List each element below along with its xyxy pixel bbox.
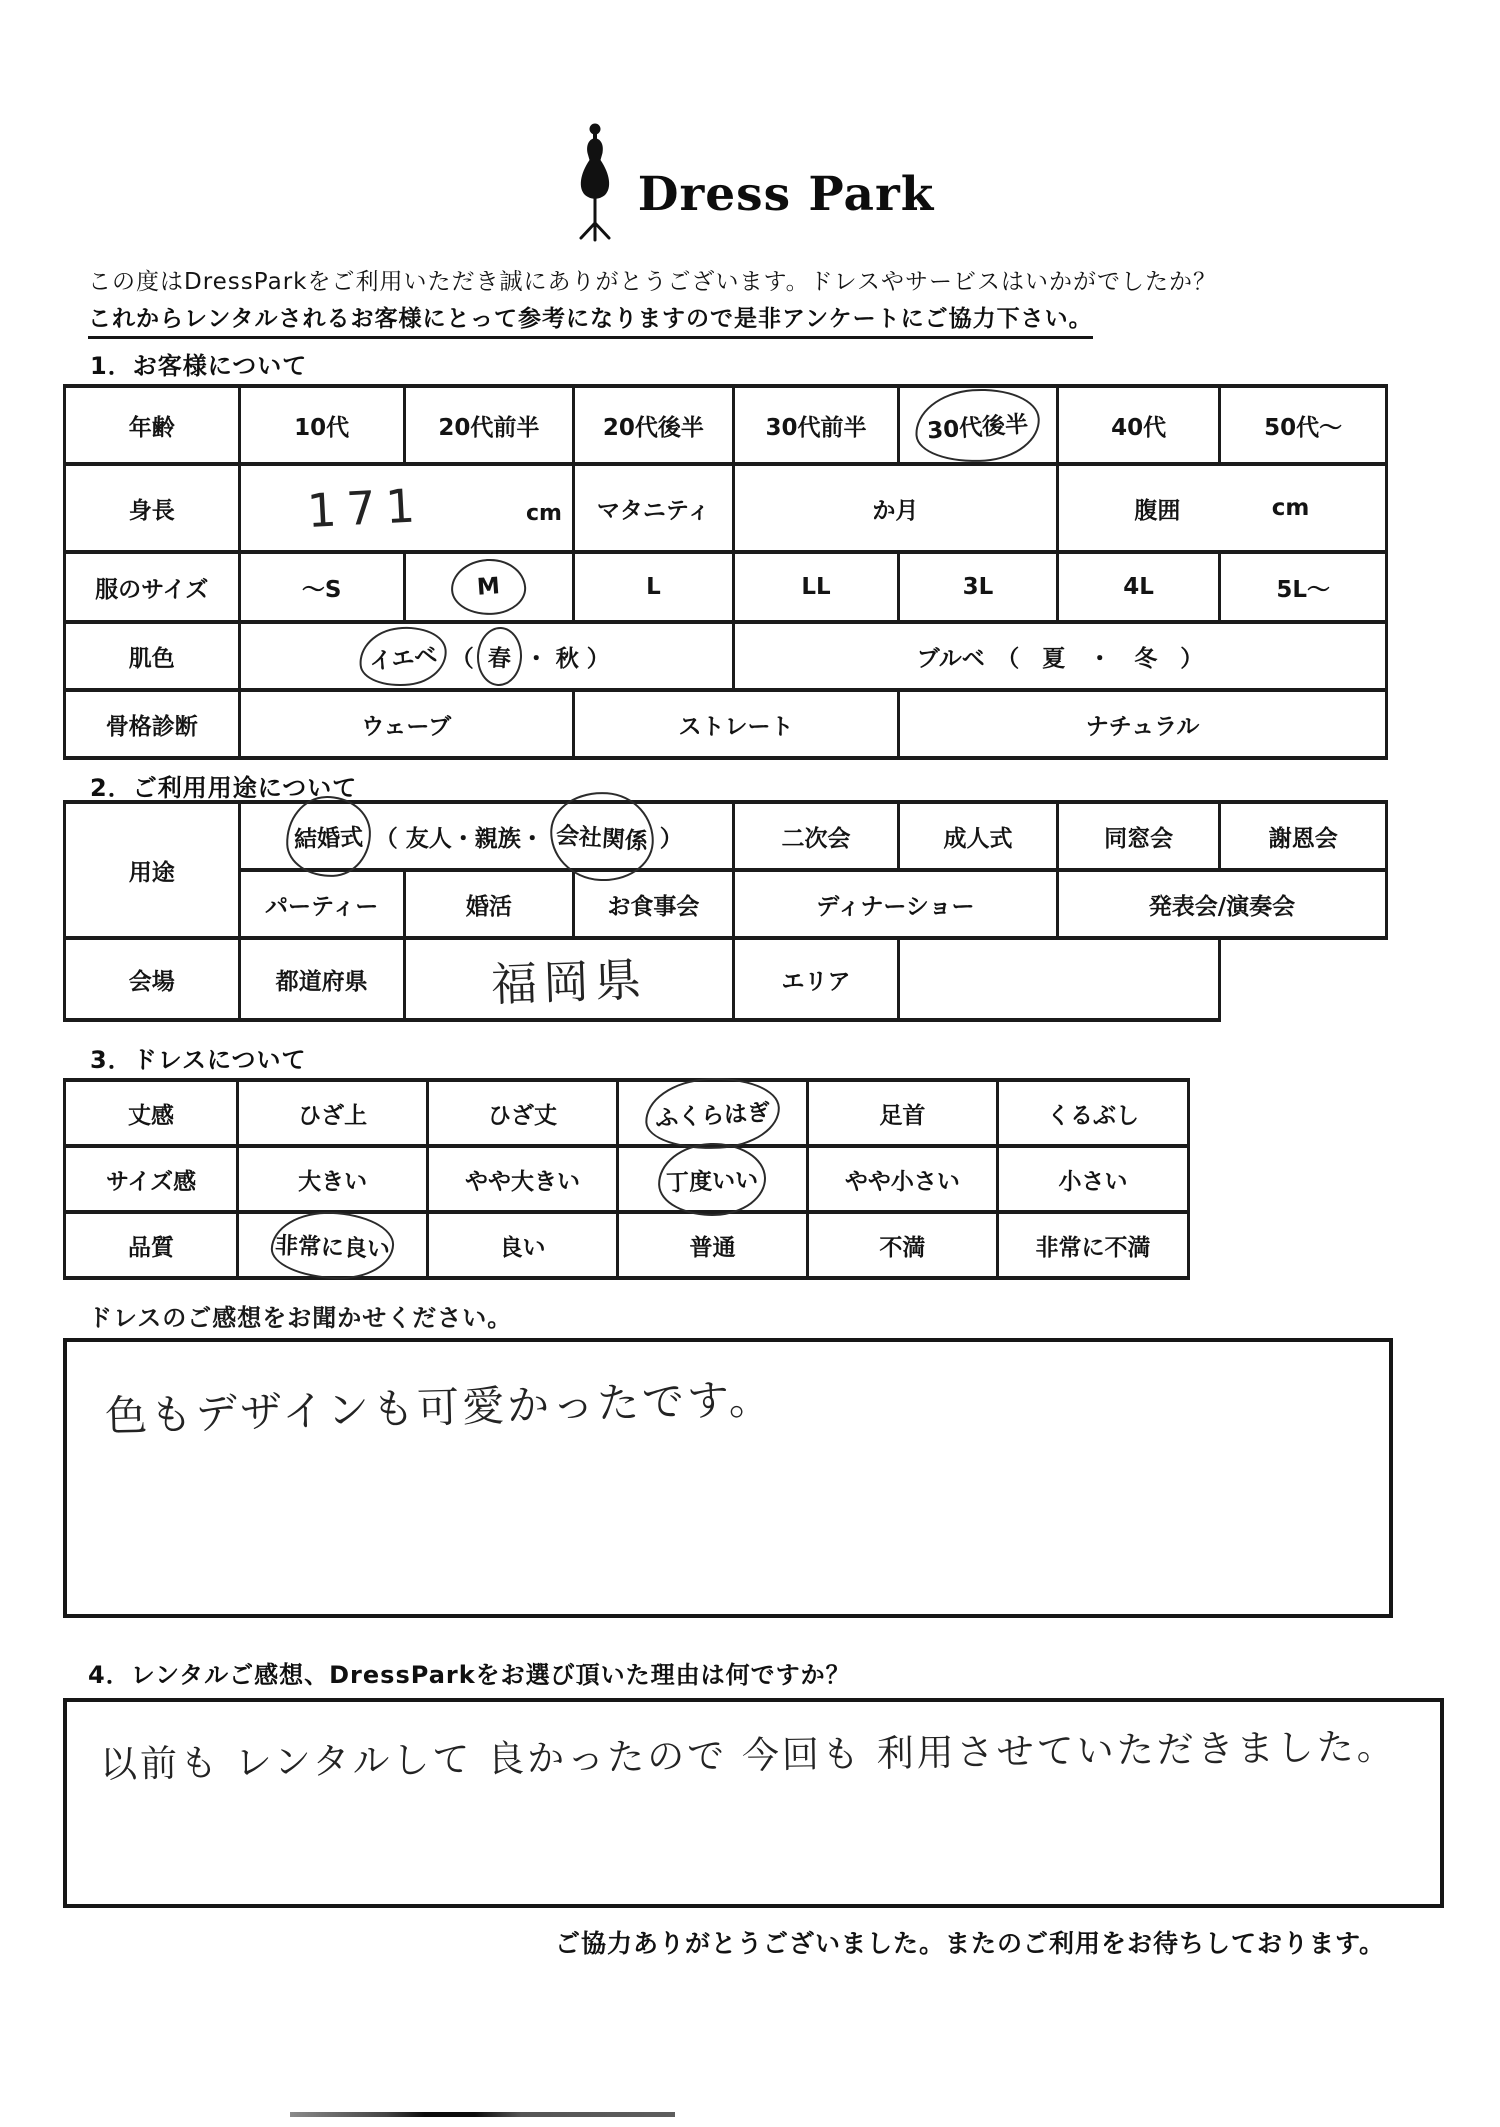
fit-option-small: 小さい (997, 1146, 1188, 1212)
prefecture-value-cell (404, 938, 733, 1020)
venue-row (65, 938, 1387, 1020)
closing-message: ご協力ありがとうございました。またのご利用をお待ちしております。 (555, 1929, 1386, 1958)
size-option-l: L (573, 552, 733, 622)
age-row (65, 386, 1387, 464)
purpose-row-2 (65, 870, 1387, 938)
purpose-option-recital: 発表会/演奏会 (1057, 870, 1386, 938)
girth-cell (1057, 464, 1386, 552)
selection-circle-company: 会社関係 (547, 788, 657, 884)
frame-diagnosis-row (65, 690, 1387, 758)
length-row (65, 1080, 1189, 1146)
section1-heading: 1．お客様について (90, 352, 308, 380)
brand-name: Dress Park (637, 167, 935, 222)
handwritten-dress-feedback: 色もデザインも可愛かったです。 (104, 1374, 775, 1441)
length-option-ankle: 足首 (807, 1080, 997, 1146)
height-unit: cm (525, 501, 562, 526)
quality-option-good: 良い (428, 1212, 618, 1278)
handwritten-rental-feedback: 以前も レンタルして 良かったので 今回も 利用させていただきました。 (99, 1724, 1397, 1787)
handwritten-prefecture: 福岡県 (490, 952, 648, 1012)
fit-row (65, 1146, 1189, 1212)
dress-table (63, 1078, 1190, 1280)
skin-yellow-cell (239, 622, 733, 690)
handwritten-height-value: 171 (306, 477, 427, 539)
dress-feedback-prompt: ドレスのご感想をお聞かせください。 (88, 1304, 513, 1332)
prefecture-label: 都道府県 (239, 938, 404, 1020)
area-value-cell (899, 938, 1220, 1020)
quality-option-very-dissatisfied: 非常に不満 (997, 1212, 1188, 1278)
selection-circle-quality: 非常に良い (270, 1209, 395, 1280)
clothing-size-row (65, 552, 1387, 622)
skin-blue-cell: ブルベ （ 夏 ・ 冬 ） (733, 622, 1386, 690)
age-option-50s: 50代〜 (1220, 386, 1387, 464)
brand-logo (0, 122, 1500, 244)
length-option-knee: ひざ丈 (428, 1080, 618, 1146)
length-option-anklebone: くるぶし (997, 1080, 1188, 1146)
fit-option-slightly-small: やや小さい (807, 1146, 997, 1212)
paren: ） (659, 825, 683, 852)
customer-table (63, 384, 1388, 760)
quality-label: 品質 (65, 1212, 238, 1278)
fit-option-big: 大きい (238, 1146, 428, 1212)
skin-autumn: 秋 (555, 645, 579, 672)
age-option-early30s: 30代前半 (733, 386, 898, 464)
age-option-late30s (899, 386, 1058, 464)
wedding-detail: （ 友人・親族・ (374, 825, 544, 852)
purpose-option-dinnershow: ディナーショー (733, 870, 1057, 938)
length-option-calf (618, 1080, 808, 1146)
purpose-option-party: パーティー (239, 870, 404, 938)
selection-circle-spring: 春 (475, 625, 523, 686)
separator-dot: ・ (524, 645, 548, 672)
age-option-10s: 10代 (239, 386, 404, 464)
girth-label: 腹囲 (1134, 497, 1181, 524)
purpose-row-1 (65, 802, 1387, 870)
frame-option-natural: ナチュラル (899, 690, 1387, 758)
quality-row (65, 1212, 1189, 1278)
height-label: 身長 (65, 464, 240, 552)
section4-heading: 4．レンタルご感想、DressParkをお選び頂いた理由は何ですか？ (88, 1661, 851, 1689)
skin-tone-row (65, 622, 1387, 690)
quality-option-dissatisfied: 不満 (807, 1212, 997, 1278)
girth-unit: cm (1271, 495, 1310, 521)
size-option-5l: 5L〜 (1220, 552, 1387, 622)
selection-circle-age: 30代後半 (913, 384, 1043, 466)
section3-heading: 3．ドレスについて (90, 1046, 307, 1074)
fit-option-just-right (618, 1146, 808, 1212)
age-label: 年齢 (65, 386, 240, 464)
purpose-wedding-cell (239, 802, 733, 870)
intro-line-1: この度はDressParkをご利用いただき誠にありがとうございます。ドレスやサービスはいかがでしたか？ (88, 269, 1217, 295)
size-label: 服のサイズ (65, 552, 240, 622)
paren: ） (586, 645, 610, 672)
area-label: エリア (733, 938, 898, 1020)
height-row (65, 464, 1387, 552)
frame-label: 骨格診断 (65, 690, 240, 758)
size-option-3l: 3L (899, 552, 1058, 622)
selection-circle-fit: 丁度いい (657, 1141, 767, 1218)
fit-label: サイズ感 (65, 1146, 238, 1212)
purpose-option-thanks-party: 謝恩会 (1220, 802, 1387, 870)
purpose-label: 用途 (65, 802, 240, 938)
length-label: 丈感 (65, 1080, 238, 1146)
maternity-months-cell: か月 (733, 464, 1057, 552)
scan-artifact-line (290, 2112, 675, 2117)
size-option-ll: LL (733, 552, 898, 622)
paren: （ (450, 645, 474, 672)
size-option-s: 〜S (239, 552, 404, 622)
age-option-40s: 40代 (1057, 386, 1220, 464)
age-option-early20s: 20代前半 (404, 386, 573, 464)
purpose-option-reunion: 同窓会 (1057, 802, 1220, 870)
skin-label: 肌色 (65, 622, 240, 690)
purpose-option-afterparty: 二次会 (733, 802, 898, 870)
selection-circle-yellow-base: イエベ (356, 622, 450, 690)
section2-heading: 2．ご利用用途について (90, 774, 358, 802)
purpose-option-konkatsu: 婚活 (404, 870, 573, 938)
age-option-late20s: 20代後半 (573, 386, 733, 464)
empty-region (1220, 938, 1387, 1020)
frame-option-straight: ストレート (573, 690, 898, 758)
selection-circle-wedding: 結婚式 (284, 794, 372, 878)
maternity-label: マタニティ (573, 464, 733, 552)
quality-option-normal: 普通 (618, 1212, 808, 1278)
frame-option-wave: ウェーブ (239, 690, 573, 758)
purpose-option-dinner: お食事会 (573, 870, 733, 938)
size-option-m (404, 552, 573, 622)
dress-form-icon (566, 122, 624, 244)
intro-line-2: これからレンタルされるお客様にとって参考になりますので是非アンケートにご協力下さい。 (88, 300, 1093, 339)
length-option-above-knee: ひざ上 (238, 1080, 428, 1146)
quality-option-very-good (238, 1212, 428, 1278)
selection-circle-size: M (450, 556, 529, 617)
size-option-4l: 4L (1057, 552, 1220, 622)
selection-circle-length: ふくらはぎ (643, 1074, 782, 1152)
fit-option-slightly-big: やや大きい (428, 1146, 618, 1212)
usage-table (63, 800, 1388, 1022)
venue-label: 会場 (65, 938, 240, 1020)
purpose-option-coming-of-age: 成人式 (899, 802, 1058, 870)
height-value-cell (239, 464, 573, 552)
